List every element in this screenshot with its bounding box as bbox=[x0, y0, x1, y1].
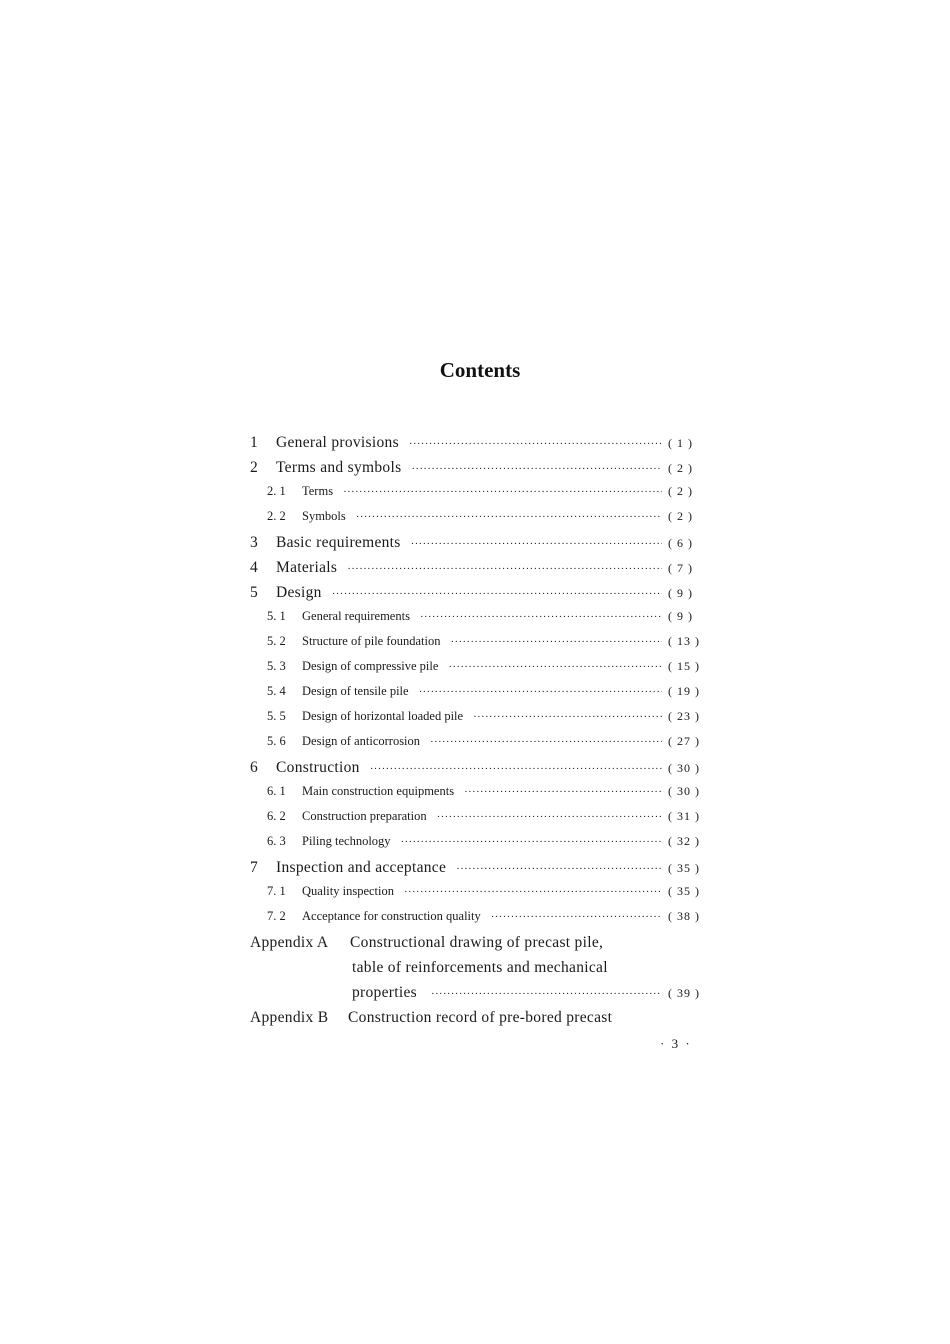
toc-entry-title: Terms bbox=[302, 484, 334, 498]
dot-leader bbox=[411, 538, 662, 550]
toc-entry[interactable] bbox=[250, 834, 710, 859]
toc-entry-page: ( 19 ) bbox=[668, 684, 700, 698]
toc-entry[interactable] bbox=[250, 609, 710, 634]
toc-entry-title: Piling technology bbox=[302, 834, 391, 848]
toc-entry[interactable] bbox=[250, 459, 710, 484]
toc-entry[interactable] bbox=[250, 734, 710, 759]
dot-leader bbox=[464, 786, 662, 798]
toc-entry[interactable] bbox=[250, 759, 710, 784]
appendix-b-label: Appendix B bbox=[250, 1009, 329, 1026]
toc-entry-page: ( 35 ) bbox=[668, 884, 700, 898]
toc-entry-page: ( 30 ) bbox=[668, 761, 700, 775]
toc-entry-number: 7. 2 bbox=[267, 909, 286, 923]
toc-entry-title: Design of anticorrosion bbox=[302, 734, 421, 748]
toc-entry[interactable] bbox=[250, 884, 710, 909]
toc-entry[interactable] bbox=[250, 784, 710, 809]
toc-entry-title: Construction bbox=[276, 759, 360, 776]
toc-entry-page: ( 35 ) bbox=[668, 861, 700, 875]
appendix-a-title-line3: properties bbox=[352, 984, 417, 1001]
page-title: Contents bbox=[439, 358, 521, 382]
toc-entry-number: 4 bbox=[250, 559, 259, 576]
dot-leader bbox=[419, 686, 662, 698]
table-of-contents bbox=[250, 434, 710, 1034]
toc-entry-number: 7. 1 bbox=[267, 884, 286, 898]
appendix-b-title-line1: Construction record of pre-bored precast bbox=[348, 1009, 613, 1026]
toc-entry-number: 5. 5 bbox=[267, 709, 286, 723]
toc-entry-page: ( 32 ) bbox=[668, 834, 700, 848]
dot-leader bbox=[356, 511, 662, 523]
toc-entry-number: 2. 1 bbox=[267, 484, 286, 498]
toc-entry-number: 7 bbox=[250, 859, 259, 876]
dot-leader bbox=[347, 563, 662, 575]
toc-entry-number: 5. 1 bbox=[267, 609, 286, 623]
toc-entry-title: General provisions bbox=[276, 434, 399, 451]
dot-leader bbox=[430, 736, 662, 748]
toc-entry[interactable] bbox=[250, 684, 710, 709]
dot-leader bbox=[451, 636, 662, 648]
toc-entry-page: ( 7 ) bbox=[668, 561, 693, 575]
toc-entry-title: Basic requirements bbox=[276, 534, 401, 551]
toc-entry-title: Structure of pile foundation bbox=[302, 634, 441, 648]
dot-leader bbox=[332, 588, 662, 600]
toc-entry[interactable] bbox=[250, 909, 710, 934]
appendix-a-title-line1: Constructional drawing of precast pile, bbox=[350, 934, 604, 951]
toc-entry-number: 5. 6 bbox=[267, 734, 286, 748]
toc-entry-number: 5. 2 bbox=[267, 634, 286, 648]
toc-entry[interactable] bbox=[250, 634, 710, 659]
toc-entry-title: Inspection and acceptance bbox=[276, 859, 447, 876]
dot-leader bbox=[370, 763, 662, 775]
toc-entry-title: Design bbox=[276, 584, 322, 601]
toc-entry-title: Construction preparation bbox=[302, 809, 427, 823]
toc-entry-page: ( 9 ) bbox=[668, 609, 693, 623]
toc-entry-title: Acceptance for construction quality bbox=[302, 909, 481, 923]
toc-entry-page: ( 38 ) bbox=[668, 909, 700, 923]
toc-entry-title: Main construction equipments bbox=[302, 784, 455, 798]
dot-leader bbox=[473, 711, 662, 723]
toc-entry-title: Terms and symbols bbox=[276, 459, 402, 476]
toc-entry-page: ( 1 ) bbox=[668, 436, 693, 450]
toc-entry[interactable] bbox=[250, 809, 710, 834]
dot-leader bbox=[431, 988, 662, 1000]
dot-leader bbox=[409, 438, 662, 450]
toc-entry[interactable] bbox=[250, 534, 710, 559]
dot-leader bbox=[491, 911, 662, 923]
toc-entry-title: Quality inspection bbox=[302, 884, 394, 898]
toc-entry-title: Design of compressive pile bbox=[302, 659, 439, 673]
toc-entry-page: ( 15 ) bbox=[668, 659, 700, 673]
page-number: · 3 · bbox=[660, 1036, 692, 1051]
dot-leader bbox=[420, 611, 662, 623]
dot-leader bbox=[437, 811, 662, 823]
appendix-a-title-line2: table of reinforcements and mechanical bbox=[352, 959, 608, 976]
toc-entry[interactable] bbox=[250, 659, 710, 684]
toc-entry[interactable] bbox=[250, 709, 710, 734]
toc-entry[interactable] bbox=[250, 509, 710, 534]
toc-entry-page: ( 13 ) bbox=[668, 634, 700, 648]
toc-entry-page: ( 6 ) bbox=[668, 536, 693, 550]
toc-entry[interactable] bbox=[250, 484, 710, 509]
toc-entry-appendix-a[interactable] bbox=[250, 934, 710, 1009]
toc-entry-number: 1 bbox=[250, 434, 259, 451]
toc-entry-page: ( 2 ) bbox=[668, 509, 693, 523]
toc-entry-title: Design of tensile pile bbox=[302, 684, 409, 698]
toc-entry-page: ( 31 ) bbox=[668, 809, 700, 823]
appendix-a-label: Appendix A bbox=[250, 934, 329, 951]
toc-entry[interactable] bbox=[250, 859, 710, 884]
toc-entry-page: ( 30 ) bbox=[668, 784, 700, 798]
toc-entry-number: 2 bbox=[250, 459, 259, 476]
toc-entry-number: 6. 2 bbox=[267, 809, 286, 823]
toc-entry-title: General requirements bbox=[302, 609, 410, 623]
toc-entry-number: 5 bbox=[250, 584, 259, 601]
toc-entry[interactable] bbox=[250, 434, 710, 459]
appendix-a-page: ( 39 ) bbox=[668, 986, 700, 1000]
toc-entry-title: Materials bbox=[276, 559, 338, 576]
dot-leader bbox=[411, 463, 662, 475]
toc-entry-number: 5. 4 bbox=[267, 684, 286, 698]
toc-entry-appendix-b[interactable] bbox=[250, 1009, 710, 1034]
toc-entry-number: 6. 3 bbox=[267, 834, 286, 848]
toc-entry-number: 6. 1 bbox=[267, 784, 286, 798]
toc-entry-number: 2. 2 bbox=[267, 509, 286, 523]
toc-entry-page: ( 23 ) bbox=[668, 709, 700, 723]
toc-entries bbox=[250, 434, 710, 934]
dot-leader bbox=[401, 836, 662, 848]
dot-leader bbox=[456, 863, 662, 875]
toc-entry-title: Design of horizontal loaded pile bbox=[302, 709, 464, 723]
toc-entry[interactable] bbox=[250, 584, 710, 609]
toc-entry-number: 3 bbox=[250, 534, 259, 551]
dot-leader bbox=[448, 661, 662, 673]
toc-entry-title: Symbols bbox=[302, 509, 346, 523]
toc-entry-page: ( 27 ) bbox=[668, 734, 700, 748]
toc-entry-number: 5. 3 bbox=[267, 659, 286, 673]
toc-entry-page: ( 2 ) bbox=[668, 461, 693, 475]
dot-leader bbox=[343, 486, 662, 498]
toc-entry-page: ( 9 ) bbox=[668, 586, 693, 600]
toc-entry-page: ( 2 ) bbox=[668, 484, 693, 498]
toc-entry-number: 6 bbox=[250, 759, 259, 776]
toc-entry[interactable] bbox=[250, 559, 710, 584]
dot-leader bbox=[404, 886, 662, 898]
